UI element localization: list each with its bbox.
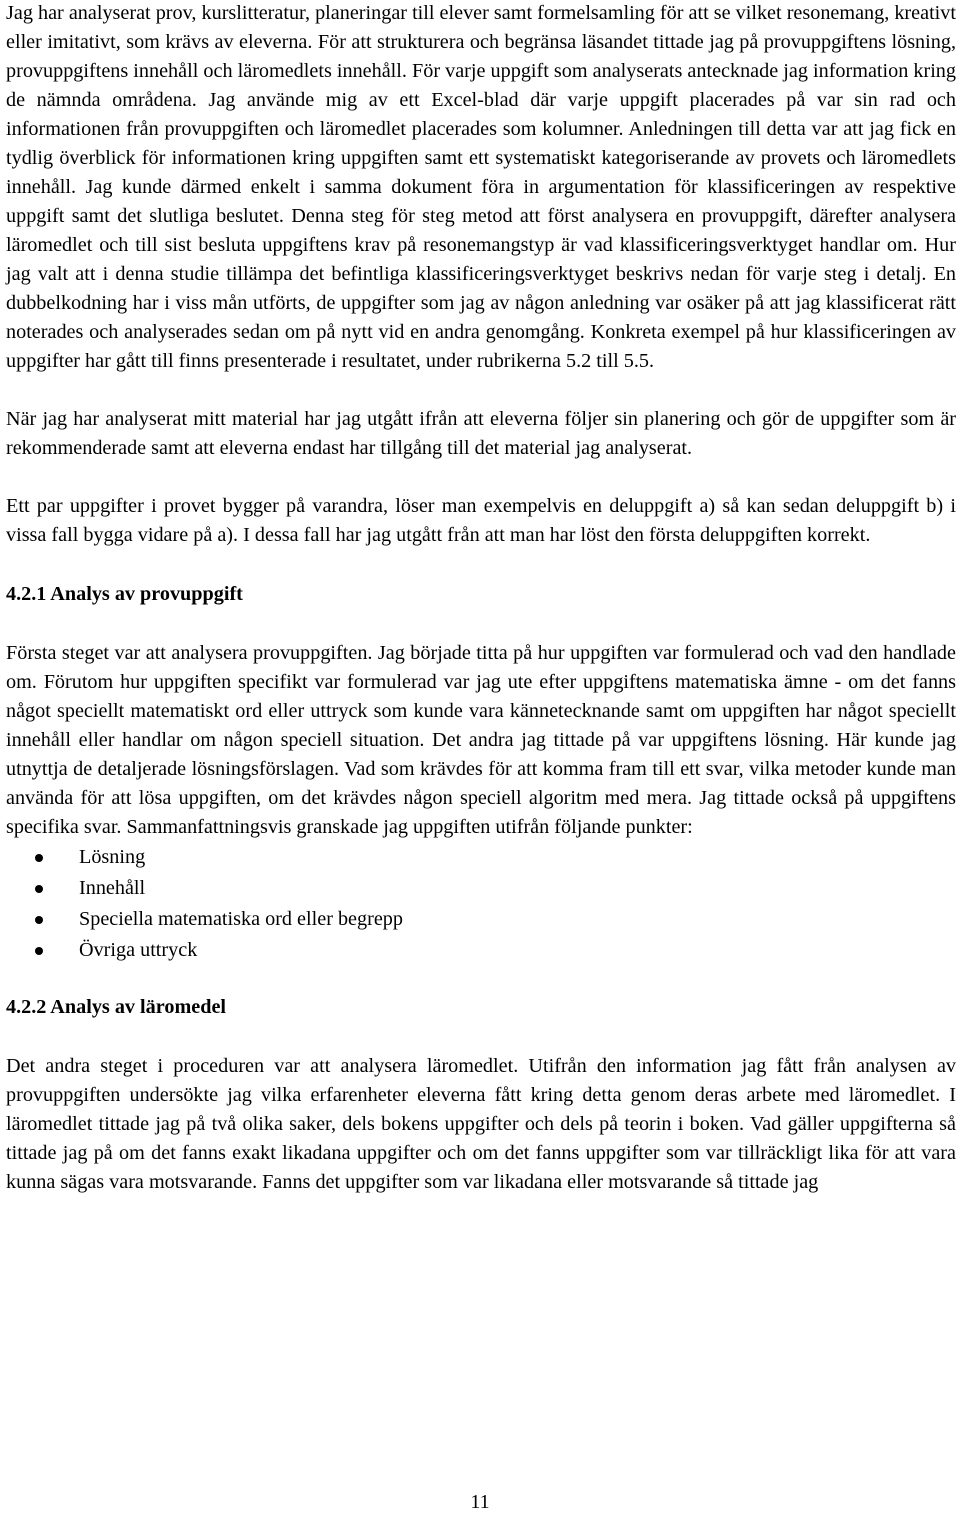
section-heading-provuppgift: 4.2.1 Analys av provuppgift xyxy=(6,583,243,605)
list-item: Övriga uttryck xyxy=(6,935,956,966)
paragraph-analysis-textbook: Det andra steget i proceduren var att analysera läromedlet. Utifrån den information jag fått från analysen av provuppgiften undersökte jag vilka erfarenheter eleverna fått kring detta genom deras arbete med läromedlet. I läromedlet tittade jag på två olika saker, dels bokens uppgifter och dels på teorin i boken. Vad gäller uppgifterna så tittade jag på om det fanns exakt likadana uppgifter och om det fanns uppgifter som var tillräckligt lika för att vara kunna sägas vara motsvarande. Fanns det uppgifter som var likadana eller motsvarande så tittade jag xyxy=(6,1055,956,1193)
bullet-icon xyxy=(35,854,43,862)
list-item: Lösning xyxy=(6,842,956,873)
list-item: Speciella matematiska ord eller begrepp xyxy=(6,904,956,935)
bullet-icon xyxy=(35,916,43,924)
paragraph-method-overview: Jag har analyserat prov, kurslitteratur, planeringar till elever samt formelsamling för att se vilket resonemang, kreativt eller imitativt, som krävs av eleverna. För att strukturera och begränsa läsandet tittade jag på provuppgiftens lösning, provuppgiftens innehåll och läromedlets innehåll. För varje uppgift som analyserats antecknade jag information kring de nämnda områdena. Jag använde mig av ett Excel-blad där varje uppgift placerades på var sin rad och informationen från provuppgiften och läromedlet placerades som kolumner. Anledningen till detta var att jag fick en tydlig överblick för informationen kring uppgiften samt ett systematiskt kategoriserande av provets och läromedlets innehåll. Jag kunde därmed enkelt i samma dokument föra in argumentation för klassificeringen av respektive uppgift samt det slutliga beslutet. Denna steg för steg metod att först analysera en provuppgift, därefter analysera läromedlet och till sist besluta uppgiftens krav på resonemangstyp är vad klassificeringsverktyget handlar om. Hur jag valt att i denna studie tillämpa det befintliga klassificeringsverktyget beskrivs nedan för varje steg i detalj. En dubbelkodning har i viss mån utförts, de uppgifter som jag av någon anledning var osäker på att jag klassificerat rätt noterades och analyserades sedan om på nytt vid en andra genomgång. Konkreta exempel på hur klassificeringen av uppgifter har gått till finns presenterade i resultatet, under rubrikerna 5.2 till 5.5. xyxy=(6,2,956,372)
list-item: Innehåll xyxy=(6,873,956,904)
paragraph-analysis-test-task: Första steget var att analysera provuppgiften. Jag började titta på hur uppgiften var formulerad och vad den handlade om. Förutom hur uppgiften specifikt var formulerad var jag ute efter uppgiftens matematiska ämne - om det fanns något speciellt matematiskt ord eller uttryck som kunde vara kännetecknande samt om uppgiften har något speciellt innehåll eller handlar om någon speciell situation. Det andra jag tittade på var uppgiftens lösning. Här kunde jag utnyttja de detaljerade lösningsförslagen. Vad som krävdes för att komma fram till ett svar, vilka metoder kunde man använda för att lösa uppgiften, om det krävdes någon speciell algoritm med mera. Jag tittade också på uppgiftens specifika svar. Sammanfattningsvis granskade jag uppgiften utifrån följande punkter: xyxy=(6,642,956,838)
criteria-list xyxy=(6,842,956,966)
bullet-icon xyxy=(35,885,43,893)
document-page xyxy=(6,0,956,1197)
bullet-icon xyxy=(35,947,43,955)
page-number: 11 xyxy=(470,1491,490,1513)
section-heading-laromedel: 4.2.2 Analys av läromedel xyxy=(6,996,227,1018)
paragraph-assumption-planning: När jag har analyserat mitt material har jag utgått ifrån att eleverna följer sin planering och gör de uppgifter som är rekommenderade samt att eleverna endast har tillgång till det material jag analyserat. xyxy=(6,408,956,459)
paragraph-subtasks: Ett par uppgifter i provet bygger på varandra, löser man exempelvis en deluppgift a) så kan sedan deluppgift b) i vissa fall bygga vidare på a). I dessa fall har jag utgått från att man har löst den första deluppgiften korrekt. xyxy=(6,495,956,546)
